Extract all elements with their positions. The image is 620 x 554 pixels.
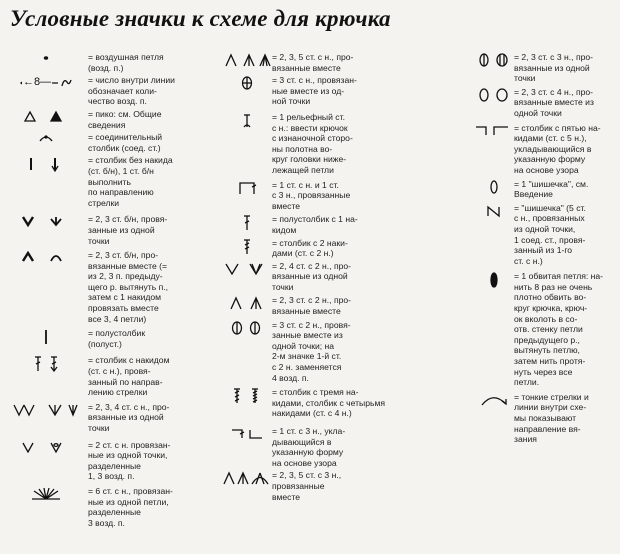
legend-description: = 2, 3 ст. б/н, провя- занные из одной точки [88, 214, 168, 246]
legend-entry [222, 320, 418, 384]
legend-description: = столбик с тремя на- кидами, столбик с четырьмя накидами (ст. с 4 н.) [272, 387, 386, 419]
legend-entry [222, 470, 418, 502]
relief-stitch-icon [222, 112, 272, 129]
wrapped-stitch-icon [474, 271, 514, 288]
legend-column-1 [4, 52, 200, 530]
double-crochet-icon [4, 355, 88, 372]
legend-entry [474, 87, 620, 119]
arrow-eight-icon [4, 75, 88, 90]
legend-description: = соединительный столбик (соед. ст.) [88, 132, 163, 153]
legend-entry [474, 123, 620, 176]
legend-description: = 2, 3 ст. с 4 н., про- вязанные вместе из одной точки [514, 86, 594, 118]
treble-puff-icon [222, 320, 272, 335]
legend-entry [4, 355, 200, 397]
n-bump-icon [474, 203, 514, 218]
legend-description: = "шишечка" (5 ст. с н., провязанных из одной точки, 1 соед. ст., провя- занный из 1-го ст. с н.) [514, 202, 586, 266]
bracket-five-icon [474, 123, 514, 136]
legend-entry [222, 180, 418, 212]
legend-entry [4, 75, 200, 107]
legend-description: = 2, 3 ст. с 3 н., про- вязанные из одной точки [514, 52, 594, 84]
legend-column-2 [222, 52, 418, 504]
legend-entry [222, 261, 418, 293]
dc-together-icon [222, 52, 272, 67]
triple-treble-icon [222, 387, 272, 404]
bump-stitch-icon [474, 179, 514, 194]
legend-description: = 3 ст. с 2 н., провя- занные вместе из одной точки; на 2-м значке 1-й ст. с 2 н. заменяется 4 возд. п. [272, 319, 351, 383]
legend-description: = 2, 3 ст. с 2 н., про- вязанные вместе [272, 295, 352, 317]
legend-entry [222, 52, 418, 73]
direction-arc-icon [474, 392, 514, 407]
legend-entry [222, 426, 418, 468]
legend-entry [474, 392, 620, 445]
slip-stitch-arc-icon [4, 132, 88, 143]
fan-dc-one-point-icon [4, 402, 88, 417]
legend-description: = число внутри линии обозначает коли- чество возд. п. [88, 75, 175, 107]
crossed-bracket-icon [222, 426, 272, 439]
legend-description: = столбик с накидом (ст. с н.), провя- занный по направ- лению стрелки [88, 355, 170, 398]
legend-description: = 2, 4 ст. с 2 н., про- вязанные из одной точки [272, 260, 352, 292]
legend-description: = полустолбик с 1 на- кидом [272, 214, 358, 235]
legend-description: = полустолбик (полуст.) [88, 328, 146, 349]
legend-entry [474, 203, 620, 267]
two-dc-chain-icon [4, 440, 88, 453]
legend-description: = пико: см. Общие сведения [88, 108, 162, 130]
dot-icon [4, 52, 88, 63]
legend-description: = 1 обвитая петля: на- нить 8 раз не очень плотно обвить во- круг крючка, крюч- ок вколоть в со- отв. стенку петли предыдущего р., вытянуть петлю, затем нить протя- нуть через все петли. [514, 271, 604, 388]
legend-description: = столбик с пятью на- кидами (ст. с 5 н.), укладывающийся в указанную форму на основе узора [514, 122, 601, 175]
two-sc-one-point-icon [4, 214, 88, 227]
legend-entry [4, 155, 200, 208]
legend-entry [222, 295, 418, 316]
legend-description: = тонкие стрелки и линии внутри схе- мы показывают направление вя- зания [514, 391, 589, 445]
legend-entry [4, 214, 200, 246]
legend-description: = 1 рельефный ст. с н.: ввести крючок с изнаночной сторо- ны полотна во- круг головки ниже- лежащей петли [272, 111, 353, 175]
legend-entry [222, 112, 418, 176]
legend-entry [474, 179, 620, 200]
legend-entry [4, 486, 200, 528]
legend-entry [4, 132, 200, 153]
legend-description: = воздушная петля (возд. п.) [88, 52, 164, 73]
half-double-icon [4, 328, 88, 345]
legend-entry [222, 238, 418, 259]
legend-entry [474, 52, 620, 84]
legend-entry [4, 250, 200, 324]
legend-description: = 3 ст. с н., провязан- ные вместе из од- ной точки [272, 75, 357, 107]
page-title: Условные значки к схеме для крючка [10, 6, 391, 31]
cluster-group-icon [222, 470, 272, 485]
legend-entry [4, 328, 200, 349]
symbol-label: ←8— [22, 76, 52, 89]
legend-description: = 2, 3 ст. б/н, про- вязанные вместе (= из 2, 3 п. предыду- щего р. вытянуть п., затем с 1 накидом провязать вместе все 3, 4 петли) [88, 250, 169, 324]
oval-puff-icon [474, 52, 514, 67]
shell-fan-icon [4, 486, 88, 501]
legend-entry [222, 387, 418, 419]
legend-description: = 1 "шишечка", см. Введение [514, 178, 589, 200]
legend-entry [4, 52, 200, 73]
legend-entry [4, 402, 200, 434]
legend-description: = 1 ст. с н. и 1 ст. с 3 н., провязанные вместе [272, 179, 351, 211]
legend-entry [4, 440, 200, 482]
legend-entry [4, 109, 200, 130]
legend-description: = 1 ст. с 3 н., укла- дывающийся в указанную форму на основе узора [272, 426, 346, 468]
legend-column-3 [474, 52, 620, 447]
single-crochet-icon [4, 155, 88, 172]
legend-description: = 6 ст. с н., провязан- ные из одной петли, разделенные 3 возд. п. [88, 485, 173, 528]
treble-together-icon [222, 295, 272, 310]
legend-description: = столбик без накида (ст. б/н), 1 ст. б/н выполнить по направлению стрелки [88, 155, 173, 208]
legend-entry [474, 271, 620, 388]
legend-description: = 2, 3, 5 ст. с 3 н., провязанные вместе [272, 470, 342, 502]
legend-description: = 2 ст. с н. провязан- ные из одной точки, разделенные 1, 3 возд. п. [88, 439, 171, 482]
oval-puff-four-icon [474, 87, 514, 102]
half-dc-one-yo-icon [222, 214, 272, 231]
legend-description: = 2, 3, 4 ст. с н., про- вязанные из одной точки [88, 401, 170, 433]
double-treble-icon [222, 238, 272, 255]
two-sc-together-icon [4, 250, 88, 263]
bracket-icon [222, 180, 272, 195]
picot-triangle-icon [4, 109, 88, 122]
legend-entry [222, 214, 418, 235]
v-treble-icon [222, 261, 272, 276]
legend-description: = столбик с 2 наки- дами (ст. с 2 н.) [272, 237, 348, 259]
puff-stitch-icon [222, 75, 272, 90]
legend-entry [222, 75, 418, 107]
legend-description: = 2, 3, 5 ст. с н., про- вязанные вместе [272, 52, 354, 73]
